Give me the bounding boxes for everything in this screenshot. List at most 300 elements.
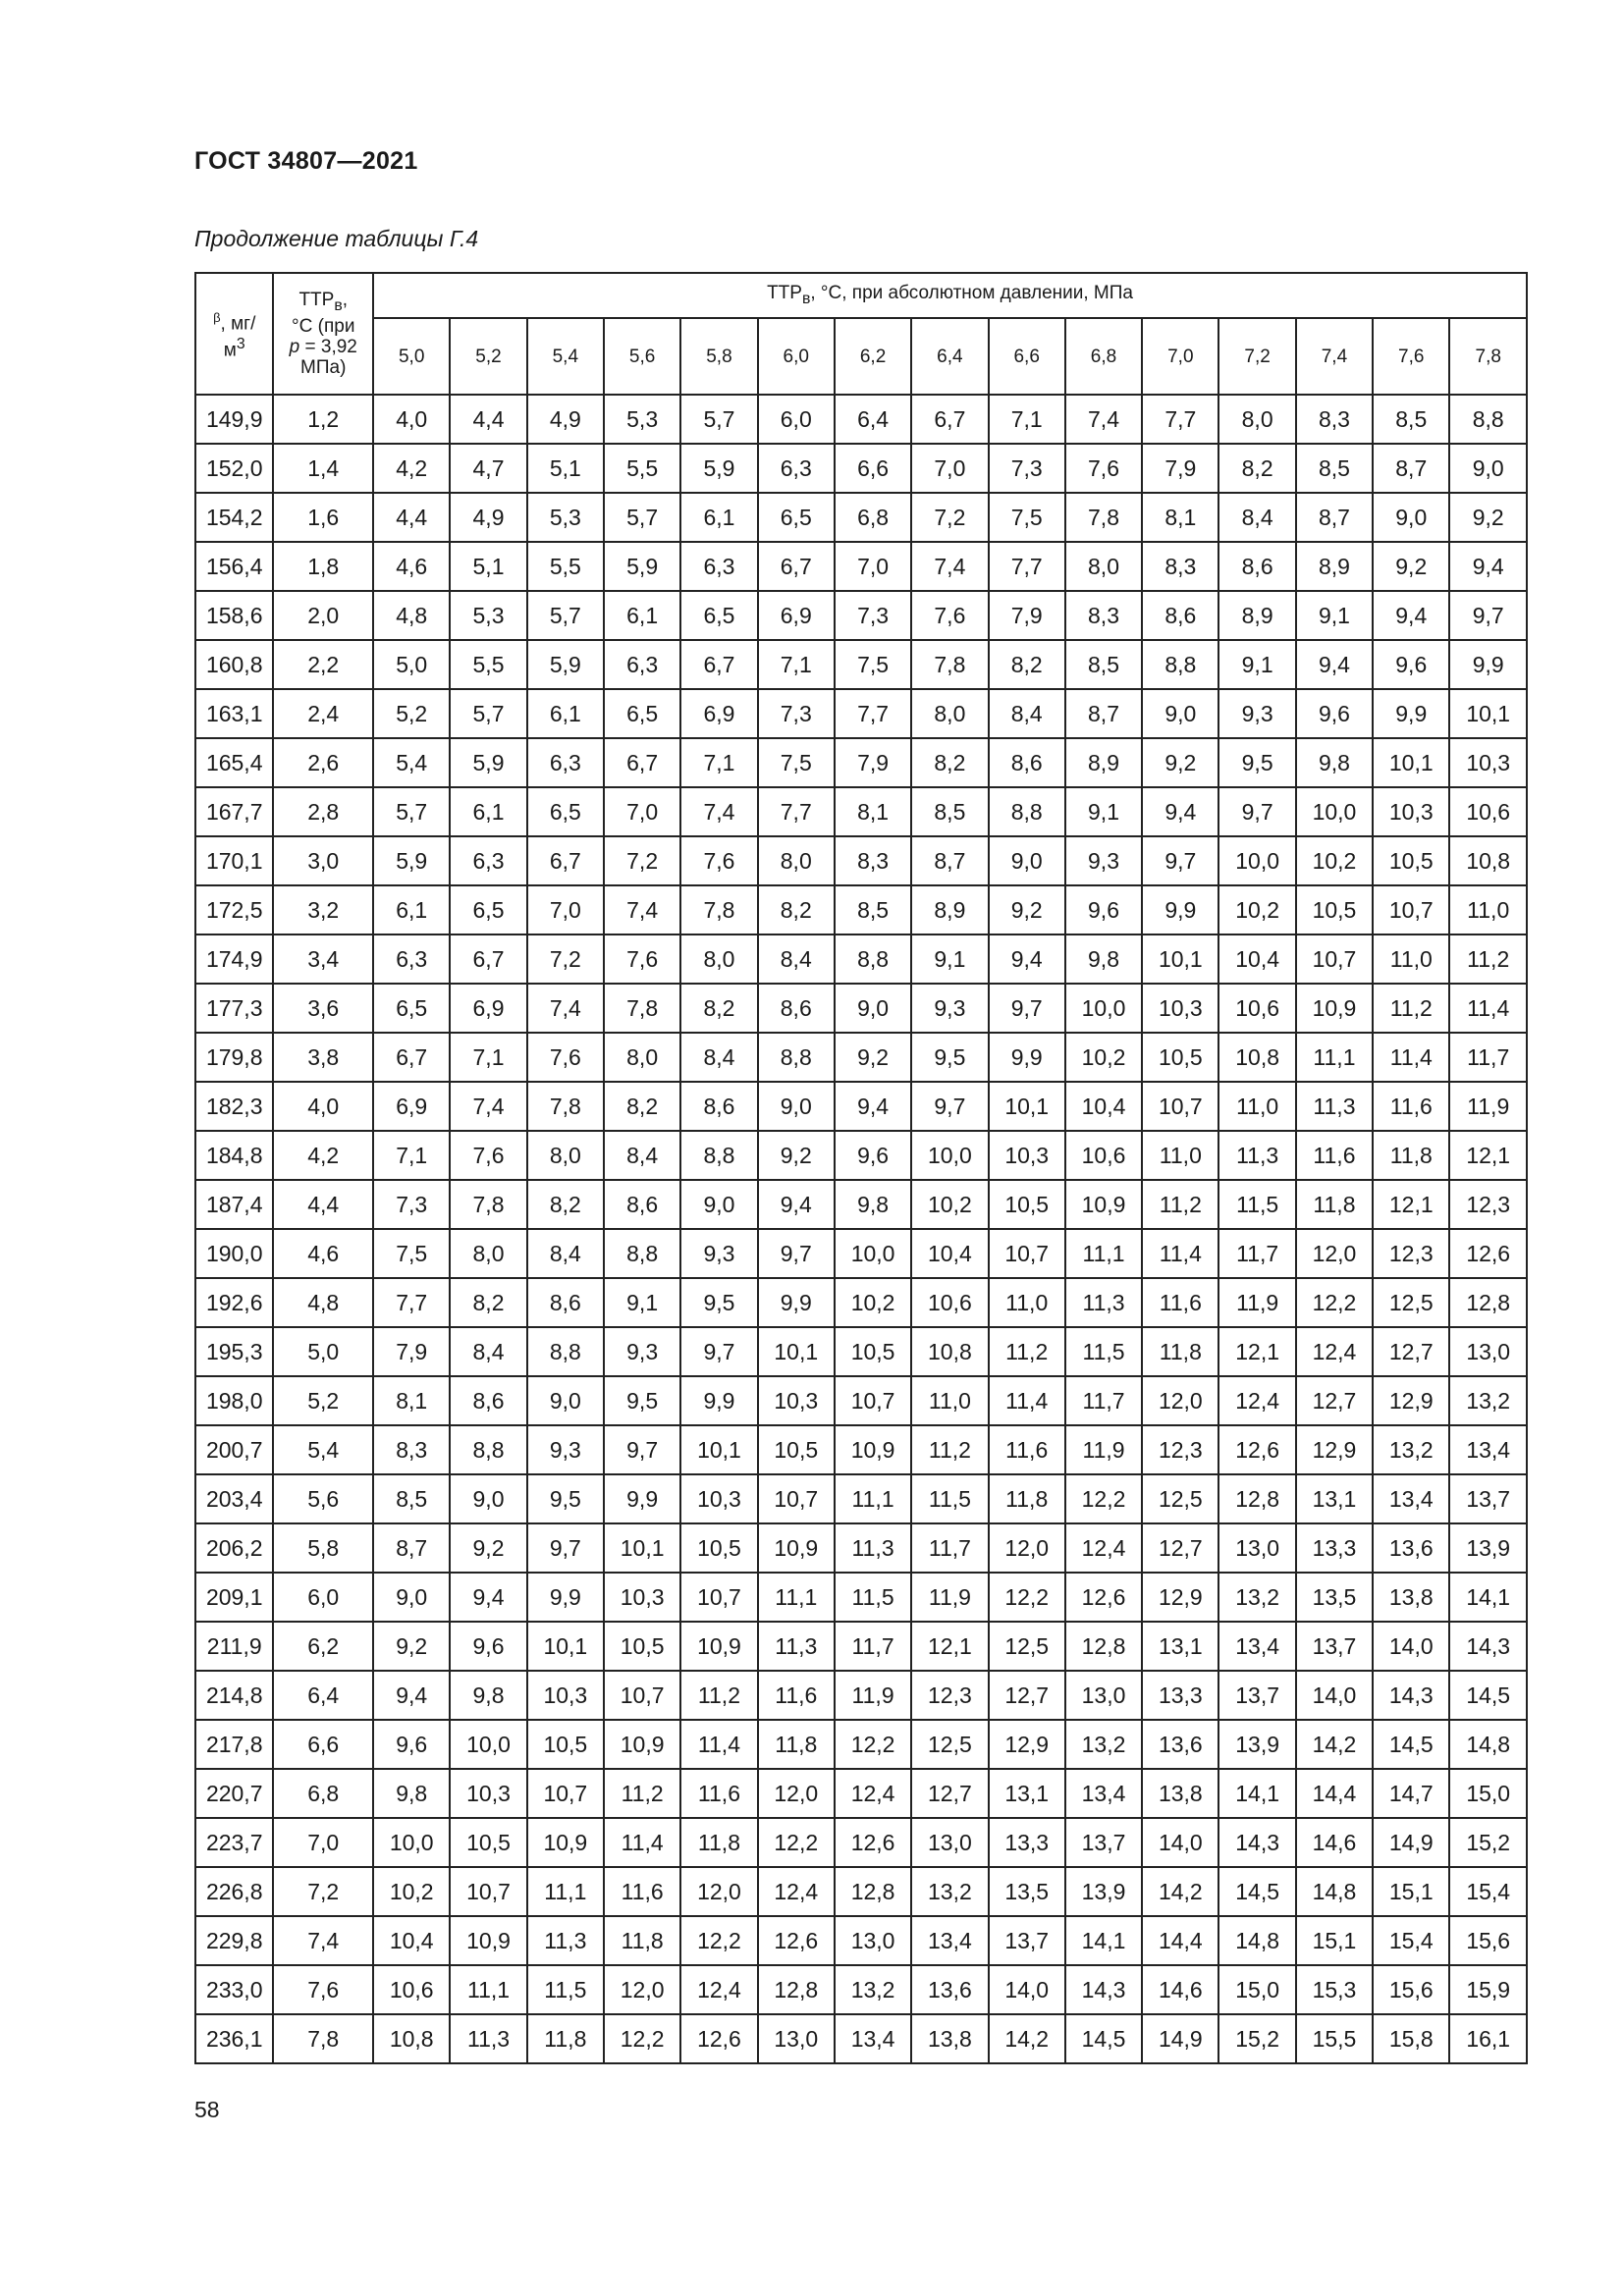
ttr-cell: 11,3 — [835, 1523, 911, 1573]
ttr-cell: 10,1 — [989, 1082, 1065, 1131]
pressure-header: 7,6 — [1373, 318, 1449, 395]
ttr-cell: 11,2 — [1449, 934, 1527, 984]
table-row — [195, 1671, 1527, 1720]
ttr-cell: 12,4 — [1296, 1327, 1373, 1376]
ttr-cell: 9,0 — [758, 1082, 835, 1131]
beta-cell: 156,4 — [195, 542, 273, 591]
ttr-cell: 6,0 — [758, 395, 835, 444]
ttr-cell: 10,7 — [680, 1573, 757, 1622]
table-row — [195, 1278, 1527, 1327]
ttr-392-cell: 6,8 — [273, 1769, 373, 1818]
ttr-cell: 13,7 — [1296, 1622, 1373, 1671]
ttr-cell: 10,0 — [1218, 836, 1295, 885]
ttr-cell: 10,1 — [1373, 738, 1449, 787]
group-post: , °С, при абсолютном давлении, МПа — [810, 282, 1133, 303]
beta-cell: 182,3 — [195, 1082, 273, 1131]
ttr-392-cell: 3,8 — [273, 1033, 373, 1082]
ttr-392-cell: 2,6 — [273, 738, 373, 787]
group-pre: ТТР — [767, 282, 802, 303]
ttr-cell: 7,7 — [758, 787, 835, 836]
ttr-cell: 10,2 — [373, 1867, 450, 1916]
beta-cell: 209,1 — [195, 1573, 273, 1622]
ttr-cell: 13,0 — [1218, 1523, 1295, 1573]
ttr-cell: 14,7 — [1373, 1769, 1449, 1818]
ttr-cell: 10,2 — [1065, 1033, 1142, 1082]
ttr-cell: 11,6 — [758, 1671, 835, 1720]
ttr-392-cell: 4,8 — [273, 1278, 373, 1327]
ttr-cell: 10,5 — [989, 1180, 1065, 1229]
ttr-cell: 9,3 — [680, 1229, 757, 1278]
ttr-cell: 13,9 — [1449, 1523, 1527, 1573]
ttr-cell: 9,1 — [1296, 591, 1373, 640]
header-ttr-392 — [273, 273, 373, 395]
ttr-cell: 9,0 — [1142, 689, 1218, 738]
ttr-cell: 6,7 — [911, 395, 988, 444]
ttr-cell: 8,6 — [1218, 542, 1295, 591]
ttr-cell: 11,6 — [1373, 1082, 1449, 1131]
ttr-cell: 7,0 — [835, 542, 911, 591]
table-row — [195, 1082, 1527, 1131]
ttr-cell: 13,6 — [1142, 1720, 1218, 1769]
table-row — [195, 444, 1527, 493]
ttr-cell: 7,3 — [373, 1180, 450, 1229]
ttr-cell: 8,5 — [1065, 640, 1142, 689]
ttr-cell: 7,6 — [911, 591, 988, 640]
ttr-cell: 15,2 — [1449, 1818, 1527, 1867]
ttr-cell: 9,5 — [680, 1278, 757, 1327]
ttr-cell: 7,9 — [835, 738, 911, 787]
ttr-cell: 4,4 — [373, 493, 450, 542]
ttr-cell: 4,0 — [373, 395, 450, 444]
beta-cell: 160,8 — [195, 640, 273, 689]
ttr-cell: 11,5 — [527, 1965, 604, 2014]
ttr-cell: 13,4 — [1449, 1425, 1527, 1474]
ttr-cell: 9,9 — [680, 1376, 757, 1425]
beta-cell: 214,8 — [195, 1671, 273, 1720]
ttr-cell: 7,8 — [911, 640, 988, 689]
ttr-cell: 5,9 — [373, 836, 450, 885]
ttr-cell: 10,7 — [450, 1867, 526, 1916]
ttr-cell: 9,9 — [1373, 689, 1449, 738]
beta-cell: 187,4 — [195, 1180, 273, 1229]
ttr-cell: 8,8 — [758, 1033, 835, 1082]
ttr-cell: 9,3 — [527, 1425, 604, 1474]
ttr-cell: 14,8 — [1218, 1916, 1295, 1965]
ttr-cell: 12,8 — [1218, 1474, 1295, 1523]
ttr-cell: 12,3 — [911, 1671, 988, 1720]
ttr-cell: 9,4 — [1449, 542, 1527, 591]
ttr-cell: 10,3 — [527, 1671, 604, 1720]
ttr-392-cell: 6,0 — [273, 1573, 373, 1622]
ttr-cell: 10,1 — [758, 1327, 835, 1376]
header-pressure-group — [373, 273, 1527, 318]
ttr-cell: 14,1 — [1449, 1573, 1527, 1622]
ttr-cell: 8,3 — [1296, 395, 1373, 444]
ttr-cell: 6,3 — [450, 836, 526, 885]
table-row — [195, 738, 1527, 787]
ttr-cell: 5,9 — [450, 738, 526, 787]
ttr-392-cell: 4,6 — [273, 1229, 373, 1278]
ttr-cell: 7,7 — [835, 689, 911, 738]
ttr-cell: 14,5 — [1065, 2014, 1142, 2063]
ttr-cell: 7,2 — [527, 934, 604, 984]
ttr-cell: 7,1 — [373, 1131, 450, 1180]
ttr-cell: 13,5 — [1296, 1573, 1373, 1622]
ttr-cell: 13,2 — [1218, 1573, 1295, 1622]
table-row — [195, 493, 1527, 542]
ttr-cell: 7,9 — [373, 1327, 450, 1376]
ttr-cell: 8,9 — [1296, 542, 1373, 591]
ttr-cell: 13,1 — [1142, 1622, 1218, 1671]
ttr-cell: 12,4 — [758, 1867, 835, 1916]
ttr-cell: 15,2 — [1218, 2014, 1295, 2063]
ttr-cell: 6,7 — [680, 640, 757, 689]
ttr-cell: 15,1 — [1373, 1867, 1449, 1916]
ttr-cell: 9,5 — [1218, 738, 1295, 787]
ttr-cell: 8,9 — [911, 885, 988, 934]
beta-cell: 192,6 — [195, 1278, 273, 1327]
pressure-header: 5,0 — [373, 318, 450, 395]
ttr-cell: 11,6 — [1296, 1131, 1373, 1180]
ttr-cell: 10,4 — [373, 1916, 450, 1965]
ttr-cell: 10,3 — [680, 1474, 757, 1523]
ttr-cell: 9,4 — [1296, 640, 1373, 689]
ttr-cell: 9,7 — [911, 1082, 988, 1131]
ttr-cell: 5,1 — [527, 444, 604, 493]
ttr-cell: 5,7 — [527, 591, 604, 640]
ttr-cell: 11,0 — [1218, 1082, 1295, 1131]
ttr-cell: 5,7 — [373, 787, 450, 836]
ttr-cell: 14,1 — [1218, 1769, 1295, 1818]
ttr-cell: 7,8 — [527, 1082, 604, 1131]
ttr-cell: 8,4 — [527, 1229, 604, 1278]
ttr-392-cell: 1,8 — [273, 542, 373, 591]
table-row — [195, 934, 1527, 984]
ttr-sub: в — [334, 296, 343, 314]
ttr-cell: 13,7 — [1218, 1671, 1295, 1720]
ttr-cell: 10,6 — [1065, 1131, 1142, 1180]
ttr-cell: 15,0 — [1218, 1965, 1295, 2014]
ttr-cell: 9,7 — [680, 1327, 757, 1376]
ttr-cell: 7,4 — [450, 1082, 526, 1131]
ttr-cell: 6,5 — [758, 493, 835, 542]
beta-cell: 158,6 — [195, 591, 273, 640]
pressure-header: 5,8 — [680, 318, 757, 395]
beta-cell: 149,9 — [195, 395, 273, 444]
ttr-cell: 8,9 — [1218, 591, 1295, 640]
ttr-cell: 14,8 — [1296, 1867, 1373, 1916]
group-sub: в — [801, 290, 811, 307]
ttr-cell: 6,7 — [758, 542, 835, 591]
ttr-cell: 11,1 — [1296, 1033, 1373, 1082]
table-row — [195, 2014, 1527, 2063]
ttr-cell: 10,1 — [1449, 689, 1527, 738]
ttr-cell: 13,8 — [1373, 1573, 1449, 1622]
ttr-cell: 14,8 — [1449, 1720, 1527, 1769]
ttr-line4: МПа) — [300, 356, 347, 378]
ttr-cell: 8,8 — [680, 1131, 757, 1180]
ttr-cell: 12,8 — [1065, 1622, 1142, 1671]
ttr-cell: 5,3 — [527, 493, 604, 542]
ttr-cell: 8,2 — [989, 640, 1065, 689]
ttr-cell: 11,7 — [835, 1622, 911, 1671]
beta-unit-sup: 3 — [236, 336, 245, 352]
ttr-392-cell: 6,2 — [273, 1622, 373, 1671]
ttr-cell: 8,8 — [604, 1229, 680, 1278]
ttr-cell: 8,0 — [450, 1229, 526, 1278]
ttr-cell: 10,7 — [1296, 934, 1373, 984]
ttr-cell: 13,8 — [1142, 1769, 1218, 1818]
ttr-cell: 5,5 — [527, 542, 604, 591]
ttr-cell: 12,0 — [680, 1867, 757, 1916]
ttr-cell: 6,6 — [835, 444, 911, 493]
table-row — [195, 836, 1527, 885]
ttr-cell: 9,3 — [1218, 689, 1295, 738]
ttr-cell: 12,2 — [758, 1818, 835, 1867]
ttr-cell: 11,3 — [1065, 1278, 1142, 1327]
beta-cell: 167,7 — [195, 787, 273, 836]
ttr-cell: 11,3 — [1218, 1131, 1295, 1180]
ttr-cell: 6,9 — [450, 984, 526, 1033]
ttr-cell: 9,0 — [373, 1573, 450, 1622]
ttr-cell: 8,3 — [1065, 591, 1142, 640]
ttr-cell: 6,8 — [835, 493, 911, 542]
beta-cell: 195,3 — [195, 1327, 273, 1376]
ttr-cell: 7,3 — [835, 591, 911, 640]
ttr-cell: 10,5 — [680, 1523, 757, 1573]
ttr-cell: 8,5 — [1373, 395, 1449, 444]
ttr-cell: 13,4 — [835, 2014, 911, 2063]
ttr-cell: 8,0 — [1065, 542, 1142, 591]
ttr-cell: 10,2 — [835, 1278, 911, 1327]
ttr-cell: 13,4 — [1218, 1622, 1295, 1671]
ttr-cell: 9,5 — [911, 1033, 988, 1082]
ttr-cell: 11,2 — [911, 1425, 988, 1474]
table-row — [195, 787, 1527, 836]
table-row — [195, 1474, 1527, 1523]
pressure-header: 6,8 — [1065, 318, 1142, 395]
ttr-cell: 9,0 — [680, 1180, 757, 1229]
ttr-cell: 6,9 — [680, 689, 757, 738]
ttr-cell: 11,2 — [604, 1769, 680, 1818]
ttr-cell: 8,4 — [758, 934, 835, 984]
ttr-cell: 13,2 — [1449, 1376, 1527, 1425]
page-number: 58 — [194, 2097, 220, 2122]
ttr-392-cell: 4,0 — [273, 1082, 373, 1131]
ttr-cell: 6,9 — [758, 591, 835, 640]
ttr-cell: 7,7 — [989, 542, 1065, 591]
ttr-cell: 9,6 — [450, 1622, 526, 1671]
ttr-cell: 14,9 — [1373, 1818, 1449, 1867]
ttr-cell: 5,1 — [450, 542, 526, 591]
ttr-cell: 12,1 — [1373, 1180, 1449, 1229]
ttr-cell: 9,8 — [373, 1769, 450, 1818]
ttr-cell: 13,4 — [1373, 1474, 1449, 1523]
table-row — [195, 1425, 1527, 1474]
ttr-cell: 8,6 — [527, 1278, 604, 1327]
ttr-cell: 7,9 — [1142, 444, 1218, 493]
ttr-cell: 11,6 — [604, 1867, 680, 1916]
ttr-cell: 7,8 — [680, 885, 757, 934]
ttr-cell: 10,1 — [680, 1425, 757, 1474]
beta-cell: 220,7 — [195, 1769, 273, 1818]
table-row — [195, 1720, 1527, 1769]
ttr-cell: 12,0 — [604, 1965, 680, 2014]
ttr-cell: 12,5 — [989, 1622, 1065, 1671]
ttr-cell: 14,4 — [1142, 1916, 1218, 1965]
table-row — [195, 1867, 1527, 1916]
ttr-cell: 10,5 — [1296, 885, 1373, 934]
ttr-cell: 11,4 — [989, 1376, 1065, 1425]
ttr-cell: 7,3 — [989, 444, 1065, 493]
ttr-cell: 11,8 — [758, 1720, 835, 1769]
ttr-cell: 10,1 — [527, 1622, 604, 1671]
ttr-cell: 8,7 — [1065, 689, 1142, 738]
ttr-cell: 7,4 — [1065, 395, 1142, 444]
ttr-cell: 7,7 — [1142, 395, 1218, 444]
ttr-cell: 9,7 — [1142, 836, 1218, 885]
table-row — [195, 689, 1527, 738]
ttr-cell: 9,2 — [1449, 493, 1527, 542]
ttr-cell: 13,2 — [835, 1965, 911, 2014]
table-row — [195, 1131, 1527, 1180]
ttr-cell: 5,7 — [450, 689, 526, 738]
ttr-cell: 4,6 — [373, 542, 450, 591]
ttr-cell: 6,1 — [680, 493, 757, 542]
ttr-cell: 8,7 — [373, 1523, 450, 1573]
ttr-cell: 10,7 — [1373, 885, 1449, 934]
ttr-cell: 14,0 — [1296, 1671, 1373, 1720]
beta-cell: 165,4 — [195, 738, 273, 787]
table-row — [195, 1327, 1527, 1376]
ttr-cell: 9,9 — [1449, 640, 1527, 689]
ttr-392-cell: 3,0 — [273, 836, 373, 885]
ttr-cell: 9,4 — [1373, 591, 1449, 640]
beta-cell: 190,0 — [195, 1229, 273, 1278]
ttr-392-cell: 1,6 — [273, 493, 373, 542]
ttr-cell: 8,3 — [373, 1425, 450, 1474]
ttr-cell: 11,7 — [1065, 1376, 1142, 1425]
table-row — [195, 591, 1527, 640]
ttr-392-cell: 5,8 — [273, 1523, 373, 1573]
ttr-cell: 13,3 — [1142, 1671, 1218, 1720]
ttr-cell: 11,3 — [1296, 1082, 1373, 1131]
ttr-cell: 14,6 — [1142, 1965, 1218, 2014]
ttr-cell: 11,9 — [1065, 1425, 1142, 1474]
ttr-cell: 13,7 — [989, 1916, 1065, 1965]
ttr-cell: 9,8 — [1065, 934, 1142, 984]
beta-cell: 170,1 — [195, 836, 273, 885]
ttr-cell: 12,8 — [758, 1965, 835, 2014]
ttr-cell: 12,2 — [835, 1720, 911, 1769]
ttr-cell: 14,2 — [989, 2014, 1065, 2063]
ttr-cell: 14,3 — [1449, 1622, 1527, 1671]
ttr-cell: 6,7 — [450, 934, 526, 984]
ttr-cell: 9,9 — [1142, 885, 1218, 934]
ttr-cell: 9,7 — [758, 1229, 835, 1278]
ttr-cell: 9,7 — [527, 1523, 604, 1573]
ttr-cell: 10,3 — [1142, 984, 1218, 1033]
pressure-header: 7,2 — [1218, 318, 1295, 395]
ttr-cell: 9,2 — [373, 1622, 450, 1671]
ttr-cell: 8,4 — [604, 1131, 680, 1180]
ttr-cell: 13,0 — [1449, 1327, 1527, 1376]
ttr-cell: 13,6 — [911, 1965, 988, 2014]
ttr-cell: 7,6 — [680, 836, 757, 885]
ttr-cell: 9,2 — [835, 1033, 911, 1082]
ttr-cell: 9,6 — [1296, 689, 1373, 738]
ttr-392-cell: 7,2 — [273, 1867, 373, 1916]
ttr-cell: 12,4 — [1218, 1376, 1295, 1425]
ttr-cell: 5,3 — [604, 395, 680, 444]
ttr-cell: 10,7 — [758, 1474, 835, 1523]
ttr-cell: 10,1 — [604, 1523, 680, 1573]
ttr-cell: 11,4 — [604, 1818, 680, 1867]
ttr-cell: 8,8 — [989, 787, 1065, 836]
table-row — [195, 1229, 1527, 1278]
ttr-cell: 11,2 — [680, 1671, 757, 1720]
table-row — [195, 1622, 1527, 1671]
ttr-cell: 12,8 — [1449, 1278, 1527, 1327]
ttr-cell: 8,0 — [758, 836, 835, 885]
ttr-392-cell: 5,2 — [273, 1376, 373, 1425]
beta-cell: 152,0 — [195, 444, 273, 493]
ttr-cell: 11,1 — [835, 1474, 911, 1523]
ttr-cell: 7,4 — [911, 542, 988, 591]
beta-cell: 233,0 — [195, 1965, 273, 2014]
ttr-cell: 11,0 — [1142, 1131, 1218, 1180]
ttr-cell: 7,1 — [989, 395, 1065, 444]
ttr-cell: 8,2 — [1218, 444, 1295, 493]
ttr-cell: 10,3 — [1373, 787, 1449, 836]
ttr-cell: 7,2 — [911, 493, 988, 542]
ttr-cell: 11,0 — [989, 1278, 1065, 1327]
ttr-cell: 10,8 — [373, 2014, 450, 2063]
pressure-header: 5,6 — [604, 318, 680, 395]
ttr-cell: 8,1 — [1142, 493, 1218, 542]
ttr-cell: 13,0 — [758, 2014, 835, 2063]
ttr-cell: 11,4 — [1373, 1033, 1449, 1082]
ttr-cell: 11,5 — [1065, 1327, 1142, 1376]
ttr-cell: 7,1 — [680, 738, 757, 787]
ttr-cell: 14,9 — [1142, 2014, 1218, 2063]
ttr-cell: 7,4 — [680, 787, 757, 836]
ttr-cell: 8,3 — [1142, 542, 1218, 591]
ttr-cell: 10,4 — [1218, 934, 1295, 984]
ttr-cell: 13,0 — [835, 1916, 911, 1965]
ttr-cell: 5,7 — [604, 493, 680, 542]
ttr-cell: 10,9 — [450, 1916, 526, 1965]
ttr-cell: 12,7 — [1142, 1523, 1218, 1573]
pressure-header: 7,8 — [1449, 318, 1527, 395]
ttr-cell: 9,4 — [373, 1671, 450, 1720]
ttr-cell: 9,8 — [835, 1180, 911, 1229]
ttr-cell: 10,5 — [835, 1327, 911, 1376]
ttr-392-cell: 3,4 — [273, 934, 373, 984]
ttr-cell: 6,5 — [604, 689, 680, 738]
ttr-cell: 15,6 — [1449, 1916, 1527, 1965]
ttr-cell: 11,0 — [1373, 934, 1449, 984]
ttr-cell: 11,5 — [1218, 1180, 1295, 1229]
ttr-cell: 15,8 — [1373, 2014, 1449, 2063]
ttr-cell: 7,8 — [1065, 493, 1142, 542]
ttr-cell: 9,8 — [450, 1671, 526, 1720]
beta-cell: 198,0 — [195, 1376, 273, 1425]
ttr-cell: 15,3 — [1296, 1965, 1373, 2014]
ttr-cell: 5,7 — [680, 395, 757, 444]
ttr-cell: 6,3 — [680, 542, 757, 591]
ttr-392-cell: 2,2 — [273, 640, 373, 689]
